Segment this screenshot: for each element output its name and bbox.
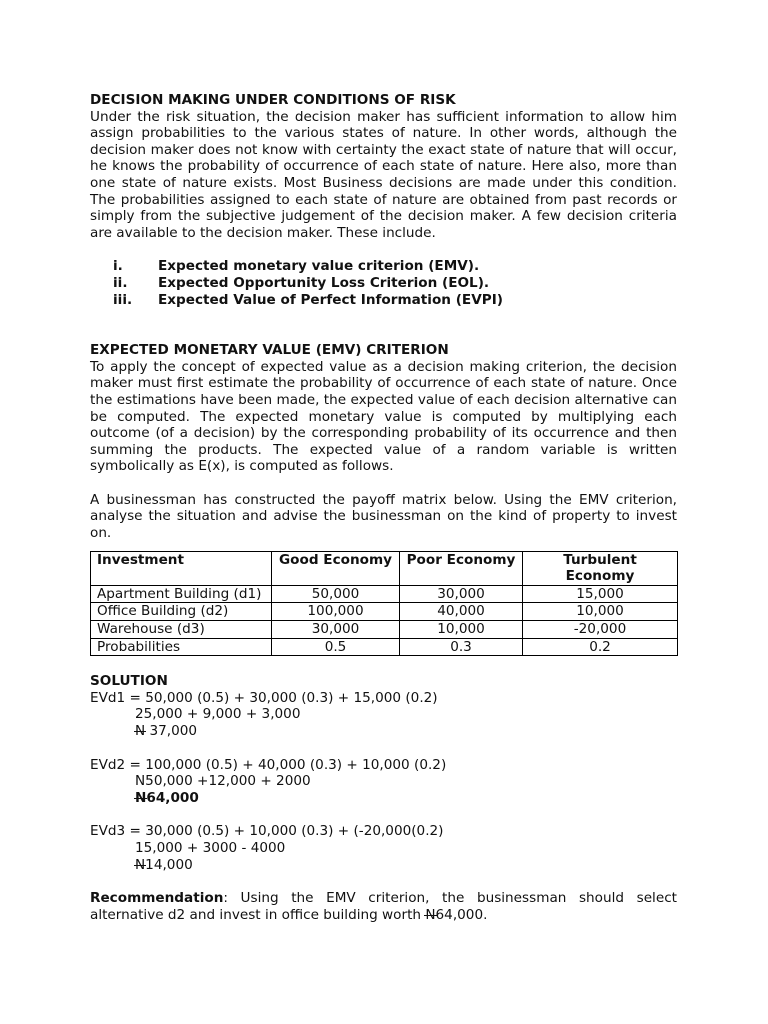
- payoff-table: [90, 551, 678, 657]
- table-row: [91, 585, 678, 603]
- list-item: ii. Expected Opportunity Loss Criterion (EOL).: [113, 274, 490, 291]
- evd2-formula: EVd2 = 100,000 (0.5) + 40,000 (0.3) + 10,000 (0.2): [90, 756, 447, 773]
- table-cell: Office Building (d2): [91, 603, 272, 621]
- naira-symbol: N: [135, 789, 147, 806]
- document-page: [90, 92, 677, 923]
- table-cell: 10,000: [523, 603, 678, 621]
- problem-paragraph: A businessman has constructed the payoff matrix below. Using the EMV criterion, analyse the situation and advise the businessman on the kind of property to invest on.: [90, 491, 677, 542]
- intro-paragraph: Under the risk situation, the decision maker has sufficient information to allow him assign probabilities to the various states of nature. In other words, although the decision maker does not know with certainty the exact state of nature that will occur, he knows the probability of occurrence of each state of nature. Here also, more than one state of nature exists. Most Business decisions are made under this condition. The probabilities assigned to each state of nature are obtained from past records or simply from the subjective judgement of the decision maker. A few decision criteria are available to the decision maker. These include.: [90, 108, 677, 241]
- criteria-list: [90, 258, 677, 308]
- table-row: [91, 603, 678, 621]
- evd2-block: [90, 757, 677, 807]
- table-cell: 30,000: [272, 621, 400, 639]
- table-cell: 0.5: [272, 638, 400, 656]
- list-item: iii. Expected Value of Perfect Information (EVPI): [113, 291, 503, 308]
- recommendation-paragraph: Recommendation: Using the EMV criterion, the businessman should select alternative d2 and invest in office building worth N64,000.: [90, 890, 677, 923]
- list-item: i. Expected monetary value criterion (EMV).: [113, 258, 480, 275]
- evd1-formula: EVd1 = 50,000 (0.5) + 30,000 (0.3) + 15,000 (0.2): [90, 689, 438, 706]
- evd3-result: N14,000: [135, 856, 193, 873]
- table-cell: 15,000: [523, 585, 678, 603]
- table-header-cell: Turbulent Economy: [523, 551, 678, 585]
- table-cell: 40,000: [400, 603, 523, 621]
- table-header-cell: Good Economy: [272, 551, 400, 585]
- evd1-result: N 37,000: [135, 723, 198, 739]
- table-cell: Warehouse (d3): [91, 621, 272, 639]
- table-cell: Probabilities: [91, 638, 272, 656]
- table-cell: Apartment Building (d1): [91, 585, 272, 603]
- naira-symbol: N: [135, 723, 146, 739]
- evd3-formula: EVd3 = 30,000 (0.5) + 10,000 (0.3) + (-20,000(0.2): [90, 823, 444, 840]
- table-cell: 0.2: [523, 638, 678, 656]
- section-heading-emv: EXPECTED MONETARY VALUE (EMV) CRITERION: [90, 342, 449, 359]
- naira-symbol: N: [425, 906, 436, 923]
- table-header-cell: Investment: [91, 551, 272, 585]
- table-cell: 10,000: [400, 621, 523, 639]
- emv-paragraph: To apply the concept of expected value as a decision making criterion, the decision maker must first estimate the probability of occurrence of each state of nature. Once the estimations have been made, the expected value of each decision alternative can be computed. The expected monetary value is computed by multiplying each outcome (of a decision) by the corresponding probability of its occurrence and then summing the products. The expected value of a random variable is written symbolically as E(x), is computed as follows.: [90, 358, 677, 475]
- table-header-cell: Poor Economy: [400, 551, 523, 585]
- table-row: [91, 621, 678, 639]
- evd1-step: 25,000 + 9,000 + 3,000: [135, 706, 301, 723]
- evd3-block: [90, 823, 677, 873]
- evd3-step: 15,000 + 3000 - 4000: [135, 839, 286, 856]
- table-cell: 50,000: [272, 585, 400, 603]
- evd1-block: [90, 690, 677, 740]
- table-row: [91, 638, 678, 656]
- evd2-result: N64,000: [135, 789, 199, 806]
- table-cell: 30,000: [400, 585, 523, 603]
- evd2-step: N50,000 +12,000 + 2000: [135, 773, 311, 790]
- recommendation-label: Recommendation: [90, 890, 224, 907]
- table-cell: -20,000: [523, 621, 678, 639]
- solution-label: SOLUTION: [90, 673, 168, 690]
- naira-symbol: N: [135, 856, 146, 873]
- table-cell: 0.3: [400, 638, 523, 656]
- section-heading-risk: DECISION MAKING UNDER CONDITIONS OF RISK: [90, 92, 456, 108]
- table-header-row: [91, 551, 678, 585]
- table-cell: 100,000: [272, 603, 400, 621]
